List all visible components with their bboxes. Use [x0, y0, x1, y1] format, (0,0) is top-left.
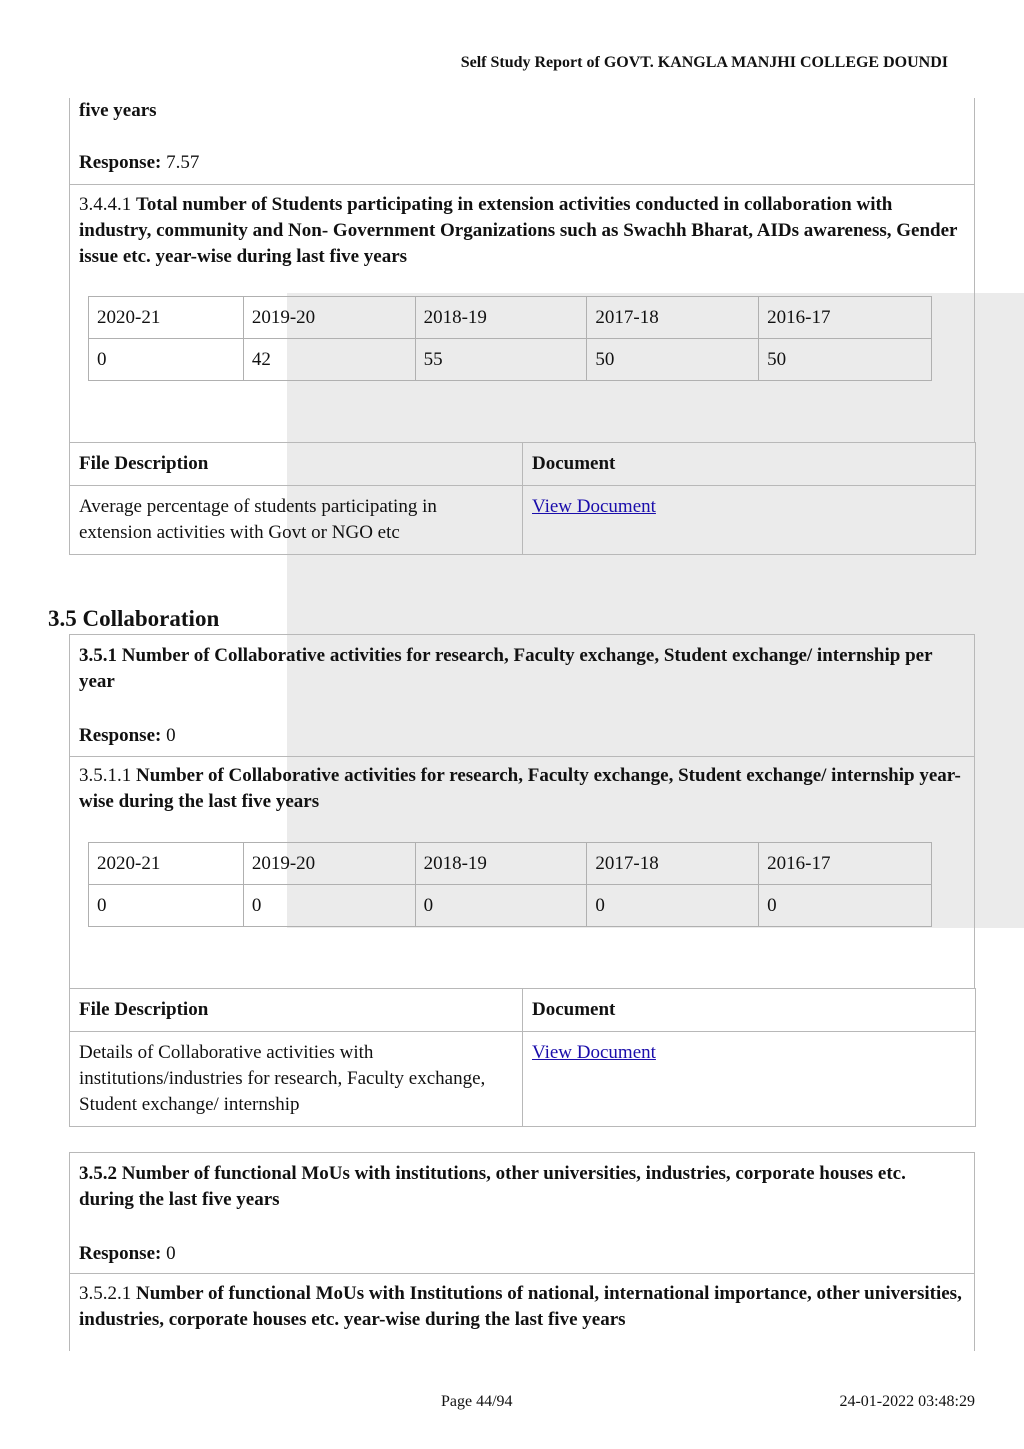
- document-header: Document: [523, 443, 976, 486]
- value-cell: 0: [243, 885, 415, 927]
- year-cell: 2017-18: [587, 297, 759, 339]
- file-description: Details of Collaborative activities with institutions/industries for research, Faculty exchange, Student exchange/ internship: [70, 1032, 523, 1127]
- metric-3441-text: 3.4.4.1 Total number of Students participating in extension activities conducted in collaboration with industry, community and Non- Government Organizations such as Swachh Bharat, AIDs awareness, Gender issue etc. year-wise during last five years: [79, 194, 958, 267]
- year-cell: 2017-18: [587, 843, 759, 885]
- file-row: [70, 486, 976, 555]
- file-description: Average percentage of students participating in extension activities with Govt or NGO etc: [70, 486, 523, 555]
- value-cell: 50: [587, 339, 759, 381]
- year-cell: 2019-20: [243, 297, 415, 339]
- metric-352-title: 3.5.2 Number of functional MoUs with institutions, other universities, industries, corporate houses etc. during the last five years: [79, 1163, 906, 1210]
- year-table-3511: [88, 842, 932, 927]
- year-cell: 2016-17: [759, 843, 932, 885]
- value-cell: 42: [243, 339, 415, 381]
- value-cell: 50: [759, 339, 932, 381]
- value-cell: 0: [415, 885, 587, 927]
- metric-351-response-value: 0: [166, 725, 176, 746]
- metric-344-response: Response: 7.57: [79, 152, 200, 173]
- metric-3521-box: [69, 1273, 975, 1351]
- file-table-3441: [69, 442, 976, 555]
- year-row: [89, 297, 932, 339]
- metric-351-title: 3.5.1 Number of Collaborative activities for research, Faculty exchange, Student exchange/ internship per year: [79, 645, 933, 692]
- value-row: [89, 885, 932, 927]
- value-cell: 0: [587, 885, 759, 927]
- metric-352-box: [69, 1152, 975, 1274]
- year-cell: 2018-19: [415, 297, 587, 339]
- page-number: Page 44/94: [441, 1393, 513, 1410]
- metric-344-box: [69, 98, 975, 185]
- year-row: [89, 843, 932, 885]
- value-cell: 0: [89, 339, 244, 381]
- file-table-3511: [69, 988, 976, 1127]
- document-header: Document: [523, 989, 976, 1032]
- value-cell: 0: [759, 885, 932, 927]
- view-document-link[interactable]: View Document: [532, 496, 656, 517]
- metric-352-response-value: 0: [166, 1243, 176, 1264]
- year-cell: 2016-17: [759, 297, 932, 339]
- file-description-header: File Description: [70, 443, 523, 486]
- year-table-3441: [88, 296, 932, 381]
- year-cell: 2018-19: [415, 843, 587, 885]
- document-cell: [523, 486, 976, 555]
- value-cell: 0: [89, 885, 244, 927]
- file-row: [70, 1032, 976, 1127]
- metric-352-response: Response: 0: [79, 1243, 176, 1264]
- metric-351-response: Response: 0: [79, 725, 176, 746]
- metric-3521-text: 3.5.2.1 Number of functional MoUs with Institutions of national, international importance, other universities, industries, corporate houses etc. year-wise during the last five years: [79, 1283, 962, 1330]
- generated-datetime: 24-01-2022 03:48:29: [839, 1393, 975, 1410]
- file-table-header: [70, 989, 976, 1032]
- metric-344-response-value: 7.57: [166, 152, 200, 173]
- view-document-link[interactable]: View Document: [532, 1042, 656, 1063]
- year-cell: 2019-20: [243, 843, 415, 885]
- value-row: [89, 339, 932, 381]
- metric-351-box: [69, 634, 975, 757]
- document-cell: [523, 1032, 976, 1127]
- year-cell: 2020-21: [89, 843, 244, 885]
- report-header: Self Study Report of GOVT. KANGLA MANJHI COLLEGE DOUNDI: [460, 54, 948, 71]
- metric-3511-text: 3.5.1.1 Number of Collaborative activities for research, Faculty exchange, Student exchange/ internship year-wise during the last five years: [79, 765, 961, 812]
- file-table-header: [70, 443, 976, 486]
- section-title: 3.5 Collaboration: [48, 606, 220, 631]
- value-cell: 55: [415, 339, 587, 381]
- year-cell: 2020-21: [89, 297, 244, 339]
- file-description-header: File Description: [70, 989, 523, 1032]
- metric-344-continuation: five years: [79, 100, 157, 121]
